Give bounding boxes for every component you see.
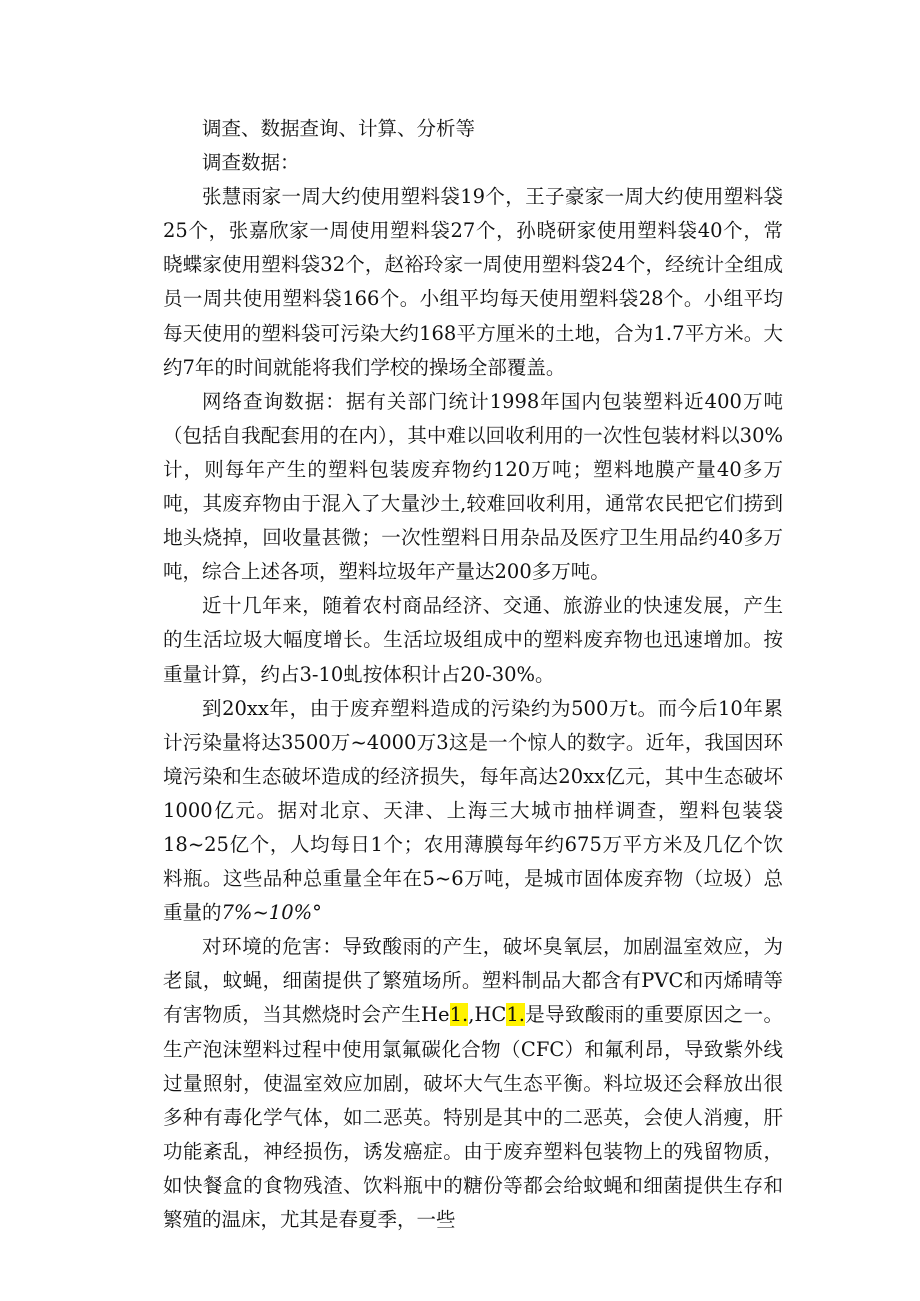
- harm-text-middle: ,HC: [468, 1003, 507, 1027]
- paragraph-online-data: 网络查询数据：据有关部门统计1998年国内包装塑料近400万吨（包括自我配套用的在内），其中难以回收利用的一次性包装材料以30%计，则每年产生的塑料包装废弃物约120万吨；塑料地膜产量40多万吨，其废弃物由于混入了大量沙土,较难回收利用，通常农民把它们捞到地头烧掉，回收量甚微；一次性塑料日用杂品及医疗卫生用品约40多万吨，综合上述各项，塑料垃圾年产量达200多万吨。: [163, 389, 783, 584]
- paragraph-survey-data: 张慧雨家一周大约使用塑料袋19个，王子豪家一周大约使用塑料袋25个，张嘉欣家一周使用塑料袋27个，孙晓研家使用塑料袋40个，常晓蝶家使用塑料袋32个，赵裕玲家一周使用塑料袋24个，经统计全组成员一周共使用塑料袋166个。小组平均每天使用塑料袋28个。小组平均每天使用的塑料袋可污染大约168平方厘米的土地，合为1.7平方米。大约7年的时间就能将我们学校的操场全部覆盖。: [163, 185, 783, 379]
- pollution-stats-text: 到20xx年，由于废弃塑料造成的污染约为500万t。而今后10年累计污染量将达3500万~4000万3这是一个惊人的数字。近年，我国因环境污染和生态破坏造成的经济损失，每年高达20xx亿元，其中生态破坏1000亿元。据对北京、天津、上海三大城市抽样调查，塑料包装袋18~25亿个，人均每日1个；农用薄膜每年约675万平方米及几亿个饮料瓶。这些品种总重量全年在5~6万吨，是城市固体废弃物（垃圾）总重量的: [163, 696, 783, 925]
- paragraph-survey-heading: 调查数据：: [202, 151, 300, 175]
- paragraph-environmental-harm: [163, 930, 783, 1237]
- pollution-stats-percent: 7%~10%°: [221, 901, 322, 925]
- harm-text-before: 对环境的危害：导致酸雨的产生，破坏臭氧层，加剧温室效应，为老鼠，蚊蝇，细菌提供了繁殖场所。塑料制品大都含有PVC和丙烯晴等有害物质，当其燃烧时会产生He: [163, 935, 783, 1027]
- paragraph-methods: 调查、数据查询、计算、分析等: [202, 117, 476, 140]
- highlight-mark-1: 1.: [449, 1003, 469, 1027]
- paragraph-pollution-stats: [163, 692, 783, 931]
- paragraph-rural-waste: 近十几年来，随着农村商品经济、交通、旅游业的快速发展，产生的生活垃圾大幅度增长。生活垃圾组成中的塑料废弃物也迅速增加。按重量计算，约占3-10虬按体积计占20-30%。: [163, 594, 783, 686]
- harm-text-after: 是导致酸雨的重要原因之一。生产泡沫塑料过程中使用氯氟碳化合物（CFC）和氟利昂，导致紫外线过量照射，使温室效应加剧，破坏大气生态平衡。料垃圾还会释放出很多种有毒化学气体，如二恶英。特别是其中的二恶英，会使人消瘦，肝功能紊乱，神经损伤，诱发癌症。由于废弃塑料包装物上的残留物质，如快餐盒的食物残渣、饮料瓶中的糖份等都会给蚊蝇和细菌提供生存和繁殖的温床，尤其是春夏季，一些: [163, 1003, 783, 1231]
- highlight-mark-2: 1.: [506, 1003, 525, 1027]
- document-page: [163, 112, 783, 1237]
